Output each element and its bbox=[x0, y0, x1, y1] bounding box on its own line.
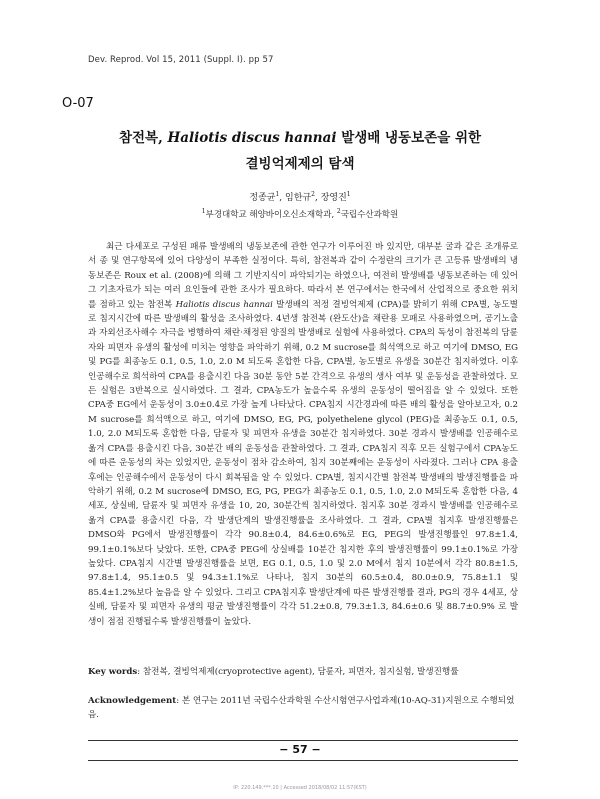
paper-code: O-07 bbox=[62, 96, 94, 111]
author-name: 정종균 bbox=[249, 193, 276, 203]
affil-mark: 1 bbox=[201, 208, 206, 216]
author-separator: , bbox=[279, 193, 286, 203]
journal-citation: Dev. Reprod. Vol 15, 2011 (Suppl. I). pp 57 bbox=[88, 55, 274, 65]
title-suffix: 발생배 냉동보존을 위한 bbox=[336, 130, 482, 146]
author-affil-mark: 1 bbox=[275, 191, 280, 198]
author-separator: , bbox=[314, 193, 321, 203]
title-prefix: 참전복, bbox=[118, 130, 168, 146]
affil-mark: 2 bbox=[336, 208, 341, 216]
paper-title-line2: 결빙억제제의 탐색 bbox=[245, 156, 355, 172]
acknowledgement bbox=[88, 694, 518, 723]
page-number: − 57 − bbox=[279, 743, 321, 756]
author-affil-mark: 1 bbox=[346, 191, 351, 198]
keywords-text: : 참전복, 결빙억제제(cryoprotective agent), 담륜자, 피면자, 침지실험, 발생진행률 bbox=[137, 667, 459, 677]
title-species: Haliotis discus hannai bbox=[167, 130, 337, 146]
author-list bbox=[90, 190, 510, 203]
abstract-text-part1: 최근 다세포로 구성된 패류 발생배의 냉동보존에 관한 연구가 이루어진 바 있지만, 대부분 굴과 같은 조개류로서 종 및 연구항목에 있어 다양성이 부족한 실정이다. 특히, 참전복과 같이 수정란의 크기가 큰 고등류 발생배의 냉동보존은 Roux et al. (2008)에 의해 그 기반지식이 파악되기는 하였으나, 여전히 발생배를 냉동보존하는 데 있어 그 기초자료가 되는 여러 요인들에 관한 조사가 필요하다. 따라서 본 연구에서는 한국에서 산업적으로 중요한 위치를 점하고 있는 참전복 bbox=[88, 242, 518, 310]
acknowledgement-label: Acknowledgement bbox=[88, 696, 177, 706]
affil-institution: 부경대학교 해양바이오신소재학과, bbox=[205, 210, 337, 220]
affiliation-line bbox=[90, 208, 510, 220]
abstract-species: Haliotis discus hannai bbox=[175, 299, 273, 310]
keywords bbox=[88, 665, 518, 679]
affil-institution: 국립수산과학원 bbox=[340, 210, 399, 220]
acknowledgement-text: : 본 연구는 2011년 국립수산과학원 수산시험연구사업과제(10-AQ-31)지원으로 수행되었음. bbox=[88, 696, 515, 721]
author-name: 임한규 bbox=[285, 193, 312, 203]
author-name: 장영진 bbox=[320, 193, 347, 203]
abstract-text-part2: 발생배의 적정 결빙억제제 (CPA)를 밝히기 위해 CPA별, 농도별로 침지시간에 따른 발생배의 활성을 조사하였다. 4년생 참전복 (완도산)을 채란용 모패로 사용하였으며, 공기노출과 자외선조사해수 자극을 병행하여 채란·채정된 양질의 발생배로 실험에 사용하였다. CPA의 독성이 참전복의 담륜자와 피면자 유생의 활성에 미치는 영향을 파악하기 위해, 0.2 M sucrose를 희석액으로 하고 여기에 DMSO, EG 및 PG를 최종농도 0.1, 0.5, 1.0, 2.0 M 되도록 혼합한 다음, CPA별, 농도별로 유생을 30분간 침지하였다. 이후 인공해수로 희석하여 CPA를 용출시킨 다음 30분 동안 5분 간격으로 유생의 생사 여부 및 운동성을 관찰하였다. 모든 실험은 3반복으로 실시하였다. 그 결과, CPA농도가 높을수록 유생의 운동성이 떨어짐을 알 수 있었다. 또한 CPA중 EG에서 운동성이 3.0±0.4로 가장 높게 나타났다. CPA침지 시간경과에 따른 배의 활성을 알아보고자, 0.2 M sucrose를 희석액으로 하고, 여기에 DMSO, EG, PG, polyethelene glycol (PEG)을 최종농도 0.1, 0.5, 1.0, 2.0 M되도록 혼합한 다음, 담륜자 및 피면자 유생을 30분간 침지하였다. 30분 경과시 발생배를 인공해수로 옮겨 CPA를 용출시킨 다음, 30분간 배의 운동성을 관찰하였다. 그 결과, CPA침지 직후 모든 실험구에서 CPA농도에 따른 운동성의 차는 있었지만, 운동성이 점차 감소하여, 침지 30분째에는 운동성이 사라졌다. 그러나 CPA 용출후에는 인공해수에서 운동성이 다시 회복됨을 알 수 있었다. CPA별, 침지시간별 참전복 발생배의 발생진행률을 파악하기 위해, 0.2 M sucrose에 DMSO, EG, PG, PEG가 최종농도 0.1, 0.5, 1.0, 2.0 M되도록 혼합한 다음, 4세포, 상실배, 담륜자 및 피면자 유생을 10, 20, 30분간씩 침지하였다. 침지후 30분 경과시 발생배를 인공해수로 옮겨 CPA를 용출시킨 다음, 각 발생단계의 발생진행률을 조사하였다. 그 결과, CPA별 침지후 발생진행률은 DMSO와 PG에서 발생진행률이 각각 90.8±0.4, 84.6±0.6%로 EG, PEG의 발생진행률인 97.8±1.4, 99.1±0.1%보다 낮았다. 또한, CPA중 PEG에 상실배를 10분간 침지한 후의 발생진행률이 99.1±0.1%로 가장 높았다. CPA침지 시간별 발생진행률을 보면, EG 0.1, 0.5, 1.0 및 2.0 M에서 침지 10분에서 각각 80.8±1.5, 97.8±1.4, 95.1±0.5 및 94.3±1.1%로 나타나, 침지 30분의 60.5±0.4, 80.0±0.9, 75.8±1.1 및 85.4±1.2%보다 높음을 알 수 있었다. 그리고 CPA침지후 발생단계에 따른 발생진행률 결과, PG의 경우 4세포, 상실배, 담륜자 및 피면자 유생의 평균 발생진행률이 각각 51.2±0.8, 79.3±1.3, 84.6±0.6 및 88.7±0.9% 로 발생이 점점 진행될수록 발생진행률이 높았다. bbox=[88, 299, 518, 627]
author-affil-mark: 2 bbox=[311, 191, 315, 198]
abstract-body bbox=[88, 240, 518, 629]
access-footer: IP: 220.149.***.10 | Accessed 2018/08/02 11:57(KST) bbox=[233, 785, 367, 791]
keywords-label: Key words bbox=[88, 667, 138, 677]
paper-title-line1 bbox=[90, 126, 510, 146]
page-number-rule-bottom bbox=[88, 760, 518, 761]
page-number-rule-top bbox=[88, 740, 518, 741]
